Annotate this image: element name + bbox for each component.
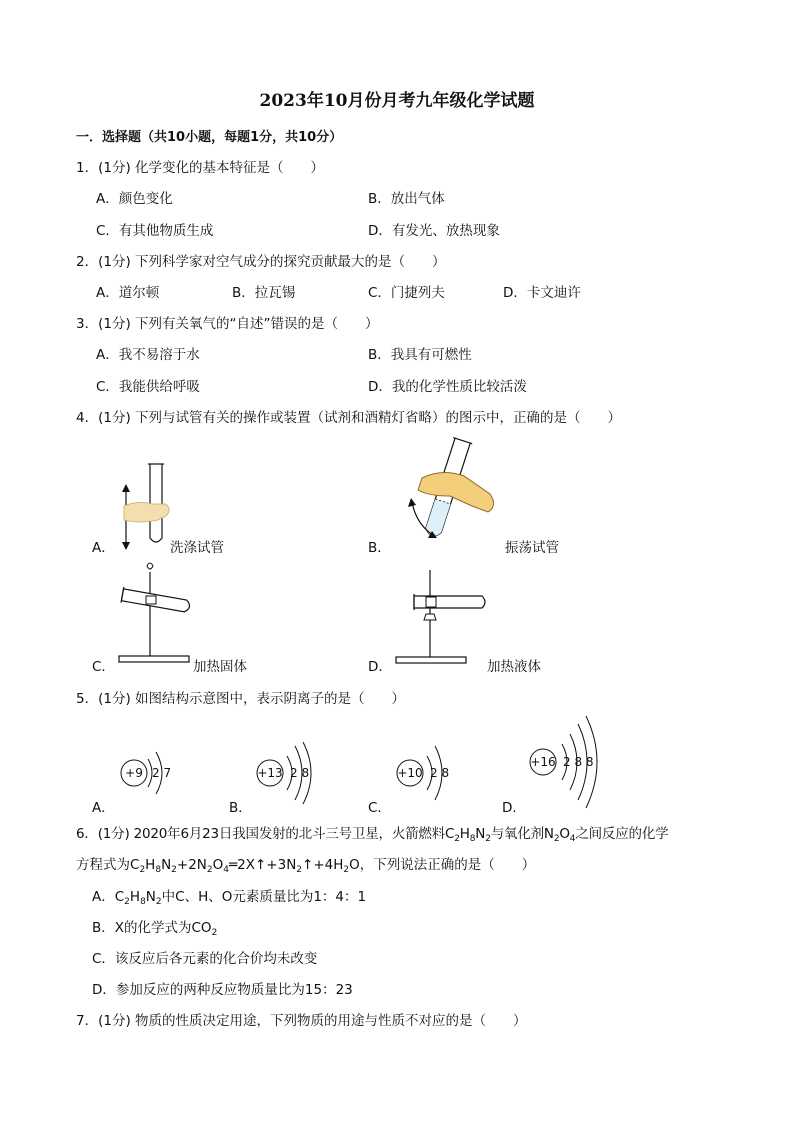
option-c: C．我能供给呼吸 <box>96 379 200 395</box>
question-stem: 5．(1分) 如图结构示意图中，表示阴离子的是（ ） <box>76 691 406 707</box>
option-a-caption: 洗涤试管 <box>170 540 224 556</box>
heating-solid-apparatus <box>116 560 202 670</box>
option-c: C．该反应后各元素的化合价均未改变 <box>92 951 318 967</box>
nucleus-charge: +13 <box>257 766 283 780</box>
electron-shells: 2 8 <box>430 766 450 780</box>
option-b: B．我具有可燃性 <box>368 347 472 363</box>
option-c-label: C． <box>92 659 115 675</box>
option-d: D．有发光、放热现象 <box>368 223 500 239</box>
option-c-caption: 加热固体 <box>193 659 247 675</box>
atom-structure-c <box>395 740 465 802</box>
atom-structure-a <box>118 746 188 802</box>
option-a-label: A． <box>92 540 115 556</box>
question-stem: 1．(1分) 化学变化的基本特征是（ ） <box>76 160 325 176</box>
option-b-caption: 振荡试管 <box>505 540 559 556</box>
option-a: A．道尔顿 <box>96 285 160 301</box>
option-a: A．$C_2H_8N_2$中C、H、O元素质量比为1：4：1 <box>92 889 367 907</box>
question-stem: 3．(1分) 下列有关氧气的“自述”错误的是（ ） <box>76 316 379 332</box>
option-b: B．放出气体 <box>368 191 445 207</box>
option-b-label: B． <box>229 800 252 816</box>
electron-shells: 2 7 <box>152 766 172 780</box>
question-stem-line-1: 6．(1分) 2020年6月23日我国发射的北斗三号卫星，火箭燃料$C_2H_8N_2$与氧化剂$N_2O_4$之间反应的化学 <box>76 826 669 844</box>
option-a: A．颜色变化 <box>96 191 173 207</box>
option-d-label: D． <box>368 659 392 675</box>
question-stem: 4．(1分) 下列与试管有关的操作或装置（试剂和酒精灯省略）的图示中，正确的是（ ） <box>76 410 622 426</box>
electron-shells: 2 8 8 <box>563 755 594 769</box>
option-c-label: C． <box>368 800 391 816</box>
atom-structure-b <box>255 740 325 802</box>
nucleus-charge: +9 <box>125 766 143 780</box>
option-c: C．有其他物质生成 <box>96 223 214 239</box>
section-heading: 一．选择题（共10小题，每题1分，共10分） <box>76 130 343 145</box>
atom-structure-d <box>528 716 618 808</box>
heating-liquid-apparatus <box>392 566 488 670</box>
nucleus-charge: +16 <box>530 755 556 769</box>
shaking-test-tube-illustration <box>394 432 504 552</box>
option-c: C．门捷列夫 <box>368 285 445 301</box>
option-b-label: B． <box>368 540 391 556</box>
option-a: A．我不易溶于水 <box>96 347 200 363</box>
option-d-label: D． <box>502 800 526 816</box>
question-stem: 2．(1分) 下列科学家对空气成分的探究贡献最大的是（ ） <box>76 254 446 270</box>
option-d-caption: 加热液体 <box>487 659 541 675</box>
option-a-label: A． <box>92 800 115 816</box>
washing-test-tube-illustration <box>118 460 178 552</box>
nucleus-charge: +10 <box>397 766 423 780</box>
electron-shells: 2 8 <box>290 766 310 780</box>
option-b: B．拉瓦锡 <box>232 285 296 301</box>
option-d: D．参加反应的两种反应物质量比为15：23 <box>92 982 353 998</box>
option-d: D．卡文迪许 <box>503 285 581 301</box>
question-stem-line-2: 方程式为$C_2H_8N_2+2N_2O_4═2X↑+3N_2↑+4H_2O$，下列说法正确的是（ ） <box>76 857 536 875</box>
option-d: D．我的化学性质比较活泼 <box>368 379 527 395</box>
page-title: 2023年10月份月考九年级化学试题 <box>259 91 535 111</box>
option-b: B．X的化学式为$CO_2$ <box>92 920 218 938</box>
question-stem: 7．(1分) 物质的性质决定用途，下列物质的用途与性质不对应的是（ ） <box>76 1013 527 1029</box>
